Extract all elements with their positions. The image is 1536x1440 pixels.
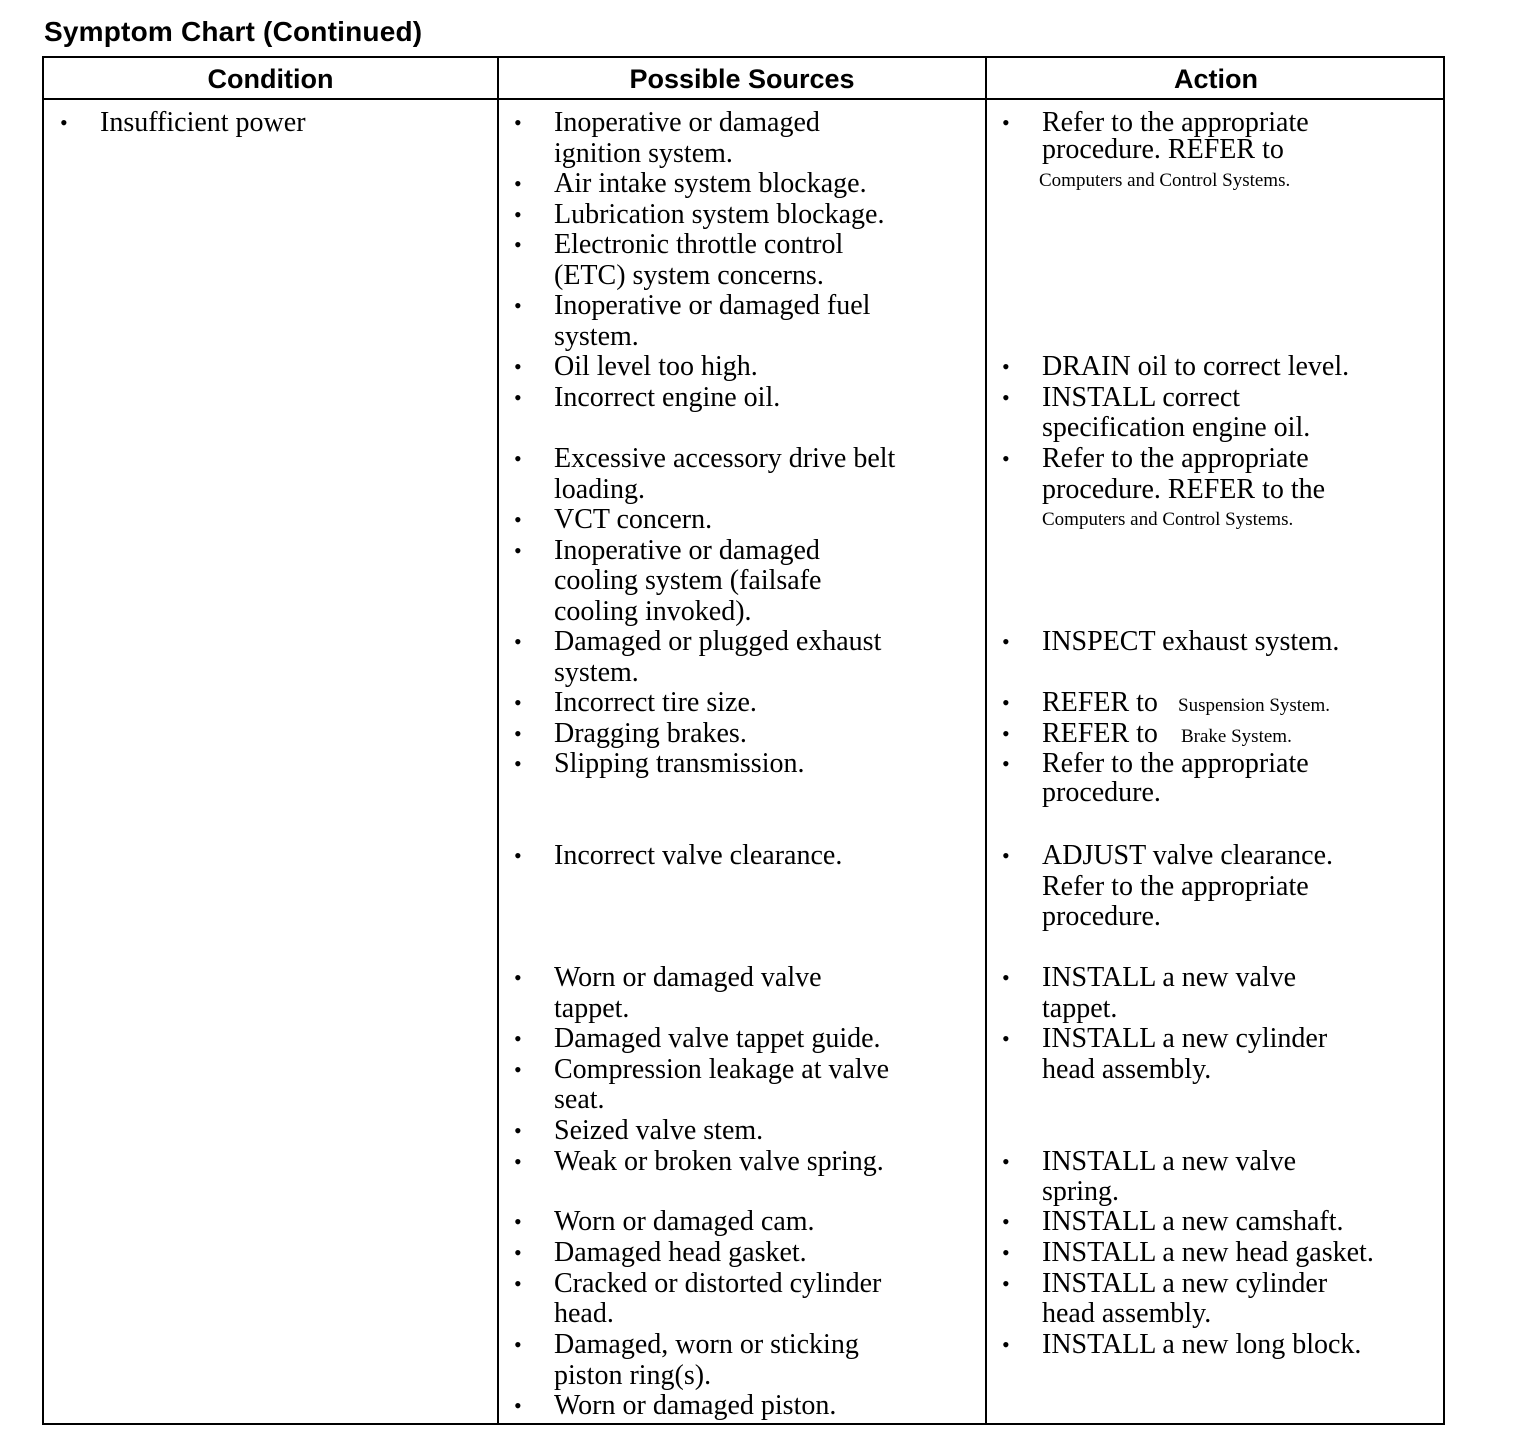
bullet-icon: • bbox=[514, 1056, 522, 1082]
source-line: Worn or damaged cam. bbox=[554, 1206, 815, 1237]
action-line: Refer to the appropriate bbox=[1042, 748, 1309, 779]
source-line: Dragging brakes. bbox=[554, 717, 747, 749]
action-line: head assembly. bbox=[1042, 1053, 1212, 1085]
source-line: system. bbox=[554, 656, 639, 688]
bullet-icon: • bbox=[514, 201, 522, 227]
source-line: Electronic throttle control bbox=[554, 229, 844, 260]
action-line: tappet. bbox=[1042, 992, 1118, 1024]
action-reference: Brake System. bbox=[1181, 725, 1292, 747]
source-line: VCT concern. bbox=[554, 504, 713, 535]
action-line: spring. bbox=[1042, 1176, 1119, 1207]
source-line: tappet. bbox=[554, 992, 630, 1024]
source-line: (ETC) system concerns. bbox=[554, 259, 824, 291]
source-line: piston ring(s). bbox=[554, 1359, 712, 1391]
bullet-icon: • bbox=[514, 843, 522, 868]
source-line: Inoperative or damaged bbox=[554, 534, 820, 566]
action-line: INSPECT exhaust system. bbox=[1042, 626, 1340, 657]
action-line: Refer to the appropriate bbox=[1042, 107, 1309, 138]
bullet-icon: • bbox=[514, 1270, 522, 1296]
source-line: head. bbox=[554, 1298, 614, 1329]
action-line: procedure. bbox=[1042, 901, 1161, 932]
action-line: INSTALL a new cylinder bbox=[1042, 1267, 1328, 1299]
bullet-icon: • bbox=[514, 965, 522, 990]
source-line: loading. bbox=[554, 473, 645, 505]
action-line: INSTALL a new camshaft. bbox=[1042, 1206, 1344, 1237]
bullet-icon: • bbox=[514, 1240, 522, 1265]
bullet-icon: • bbox=[1002, 720, 1010, 746]
bullet-icon: • bbox=[1002, 1148, 1010, 1174]
action-line: Refer to the appropriate bbox=[1042, 443, 1309, 474]
action-line: procedure. REFER to the bbox=[1042, 474, 1326, 505]
bullet-icon: • bbox=[514, 446, 522, 471]
source-line: Air intake system blockage. bbox=[554, 168, 867, 199]
bullet-icon: • bbox=[1002, 751, 1010, 776]
source-line: Damaged head gasket. bbox=[554, 1237, 807, 1268]
bullet-icon: • bbox=[514, 690, 522, 715]
bullet-icon: • bbox=[514, 232, 522, 257]
bullet-icon: • bbox=[514, 1393, 522, 1418]
bullet-icon: • bbox=[514, 171, 522, 196]
bullet-icon: • bbox=[514, 537, 522, 563]
bullet-icon: • bbox=[1002, 1026, 1010, 1051]
action-reference: Computers and Control Systems. bbox=[1039, 170, 1291, 191]
bullet-icon: • bbox=[514, 1026, 522, 1051]
action-line: INSTALL correct bbox=[1042, 381, 1241, 413]
column-divider bbox=[497, 58, 499, 1423]
source-line: cooling invoked). bbox=[554, 595, 752, 627]
bullet-icon: • bbox=[1002, 446, 1010, 471]
source-line: Compression leakage at valve bbox=[554, 1053, 890, 1085]
source-line: Damaged or plugged exhaust bbox=[554, 626, 882, 657]
page-title: Symptom Chart (Continued) bbox=[44, 16, 423, 47]
bullet-icon: • bbox=[1002, 1240, 1010, 1265]
source-line: ignition system. bbox=[554, 137, 733, 169]
action-line: REFER to bbox=[1042, 717, 1158, 749]
bullet-icon: • bbox=[514, 629, 522, 654]
bullet-icon: • bbox=[1002, 965, 1010, 990]
source-line: Excessive accessory drive belt bbox=[554, 443, 896, 474]
action-line: specification engine oil. bbox=[1042, 412, 1311, 443]
source-line: Seized valve stem. bbox=[554, 1115, 764, 1146]
action-line: INSTALL a new cylinder bbox=[1042, 1023, 1328, 1054]
symptom-chart-table bbox=[42, 56, 1445, 1425]
source-line: Incorrect valve clearance. bbox=[554, 840, 843, 871]
source-line: Oil level too high. bbox=[554, 351, 758, 382]
bullet-icon: • bbox=[514, 110, 522, 135]
action-reference: Computers and Control Systems. bbox=[1042, 509, 1294, 530]
bullet-icon: • bbox=[514, 720, 522, 746]
bullet-icon: • bbox=[1002, 1270, 1010, 1296]
source-line: Worn or damaged piston. bbox=[554, 1390, 837, 1421]
source-line: Weak or broken valve spring. bbox=[554, 1145, 884, 1177]
source-line: Inoperative or damaged bbox=[554, 107, 820, 138]
bullet-icon: • bbox=[1002, 384, 1010, 410]
bullet-icon: • bbox=[514, 1332, 522, 1357]
bullet-icon: • bbox=[1002, 1209, 1010, 1234]
action-line: DRAIN oil to correct level. bbox=[1042, 351, 1350, 382]
bullet-icon: • bbox=[1002, 629, 1010, 654]
bullet-icon: • bbox=[514, 507, 522, 532]
bullet-icon: • bbox=[60, 110, 68, 135]
column-divider bbox=[985, 58, 987, 1423]
action-line: procedure. REFER to bbox=[1042, 134, 1284, 165]
action-line: INSTALL a new head gasket. bbox=[1042, 1237, 1374, 1268]
action-line: ADJUST valve clearance. bbox=[1042, 840, 1334, 871]
source-line: Damaged valve tappet guide. bbox=[554, 1023, 881, 1054]
action-line: REFER to bbox=[1042, 687, 1158, 718]
action-line: head assembly. bbox=[1042, 1298, 1212, 1329]
source-line: Damaged, worn or sticking bbox=[554, 1329, 859, 1360]
source-line: cooling system (failsafe bbox=[554, 565, 822, 596]
bullet-icon: • bbox=[514, 1118, 522, 1143]
header-condition: Condition bbox=[207, 64, 334, 94]
action-line: procedure. bbox=[1042, 777, 1161, 808]
header-possible-sources: Possible Sources bbox=[629, 64, 855, 94]
source-line: seat. bbox=[554, 1084, 605, 1115]
action-line: Refer to the appropriate bbox=[1042, 870, 1309, 902]
bullet-icon: • bbox=[1002, 843, 1010, 868]
source-line: Inoperative or damaged fuel bbox=[554, 290, 871, 321]
bullet-icon: • bbox=[1002, 110, 1010, 135]
bullet-icon: • bbox=[514, 751, 522, 776]
source-line: Incorrect tire size. bbox=[554, 687, 757, 718]
action-line: INSTALL a new valve bbox=[1042, 962, 1297, 993]
bullet-icon: • bbox=[1002, 1332, 1010, 1357]
source-line: Incorrect engine oil. bbox=[554, 381, 781, 413]
bullet-icon: • bbox=[514, 1209, 522, 1234]
header-action: Action bbox=[1174, 64, 1258, 94]
source-line: Worn or damaged valve bbox=[554, 962, 822, 993]
bullet-icon: • bbox=[514, 293, 522, 318]
condition-text: Insufficient power bbox=[100, 107, 306, 138]
source-line: system. bbox=[554, 320, 639, 352]
source-line: Cracked or distorted cylinder bbox=[554, 1267, 882, 1299]
action-line: INSTALL a new long block. bbox=[1042, 1329, 1362, 1360]
bullet-icon: • bbox=[514, 1148, 522, 1174]
bullet-icon: • bbox=[514, 354, 522, 379]
source-line: Slipping transmission. bbox=[554, 748, 805, 779]
bullet-icon: • bbox=[1002, 354, 1010, 379]
bullet-icon: • bbox=[1002, 690, 1010, 715]
source-line: Lubrication system blockage. bbox=[554, 198, 885, 230]
action-line: INSTALL a new valve bbox=[1042, 1145, 1297, 1177]
action-reference: Suspension System. bbox=[1178, 695, 1331, 716]
bullet-icon: • bbox=[514, 384, 522, 410]
